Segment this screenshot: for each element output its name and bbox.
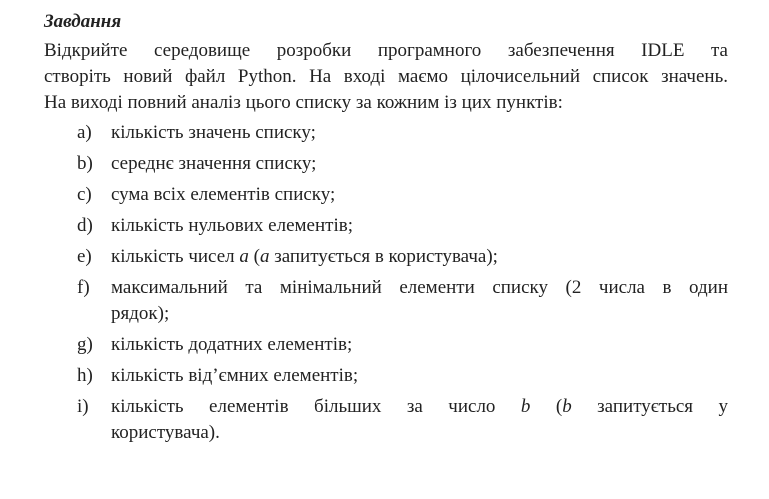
list-item-text-line-2: рядок); (111, 303, 170, 324)
task-list (44, 120, 728, 446)
list-item-f (44, 275, 728, 327)
list-item-text: кількість додатних елементів; (111, 334, 353, 355)
list-item-h (44, 363, 728, 389)
list-item-c (44, 182, 728, 208)
intro-line-2: створіть новий файл Python. На вході маємо цілочисельний список значень. (44, 66, 728, 87)
list-item-text: кількість від’ємних елементів; (111, 365, 359, 386)
list-item-text (111, 244, 728, 270)
text-part: кількість елементів більших за число (111, 396, 521, 417)
list-item-text-line-1: максимальний та мінімальний елементи списку (2 числа в один (111, 277, 728, 298)
variable-a: a (239, 246, 249, 267)
list-item-text: кількість нульових елементів; (111, 215, 353, 236)
text-part: ( (530, 396, 563, 417)
task-document (44, 8, 728, 451)
list-marker: d) (77, 215, 93, 236)
list-marker: c) (77, 184, 92, 205)
list-item-text: кількість значень списку; (111, 122, 316, 143)
list-item-d (44, 213, 728, 239)
intro-line-3: На виході повний аналіз цього списку за кожним із цих пунктів: (44, 92, 563, 113)
list-marker: a) (77, 122, 92, 143)
list-marker: g) (77, 334, 93, 355)
list-marker: b) (77, 153, 93, 174)
variable-b: b (562, 396, 572, 417)
list-item-text-line-2: користувача). (111, 422, 220, 443)
task-heading: Завдання (44, 11, 122, 32)
variable-a: a (259, 246, 270, 267)
text-part: запитується в користувача); (269, 246, 498, 267)
list-item-text: середнє значення списку; (111, 153, 317, 174)
task-intro (44, 38, 728, 116)
list-item-text: сума всіх елементів списку; (111, 184, 336, 205)
list-marker: f) (77, 277, 90, 298)
list-marker: e) (77, 246, 92, 267)
text-part: запитується у (571, 396, 729, 417)
list-item-e (44, 244, 728, 270)
intro-line-1: Відкрийте середовище розробки програмного забезпечення IDLE та (44, 40, 728, 61)
variable-b: b (520, 396, 531, 417)
list-item-a (44, 120, 728, 146)
list-item-b (44, 151, 728, 177)
list-item-i (44, 394, 728, 446)
text-part: кількість чисел (111, 246, 240, 267)
list-item-text-line-1 (111, 394, 728, 420)
list-item-g (44, 332, 728, 358)
text-part: ( (248, 246, 260, 267)
list-marker: i) (77, 396, 89, 417)
list-marker: h) (77, 365, 93, 386)
